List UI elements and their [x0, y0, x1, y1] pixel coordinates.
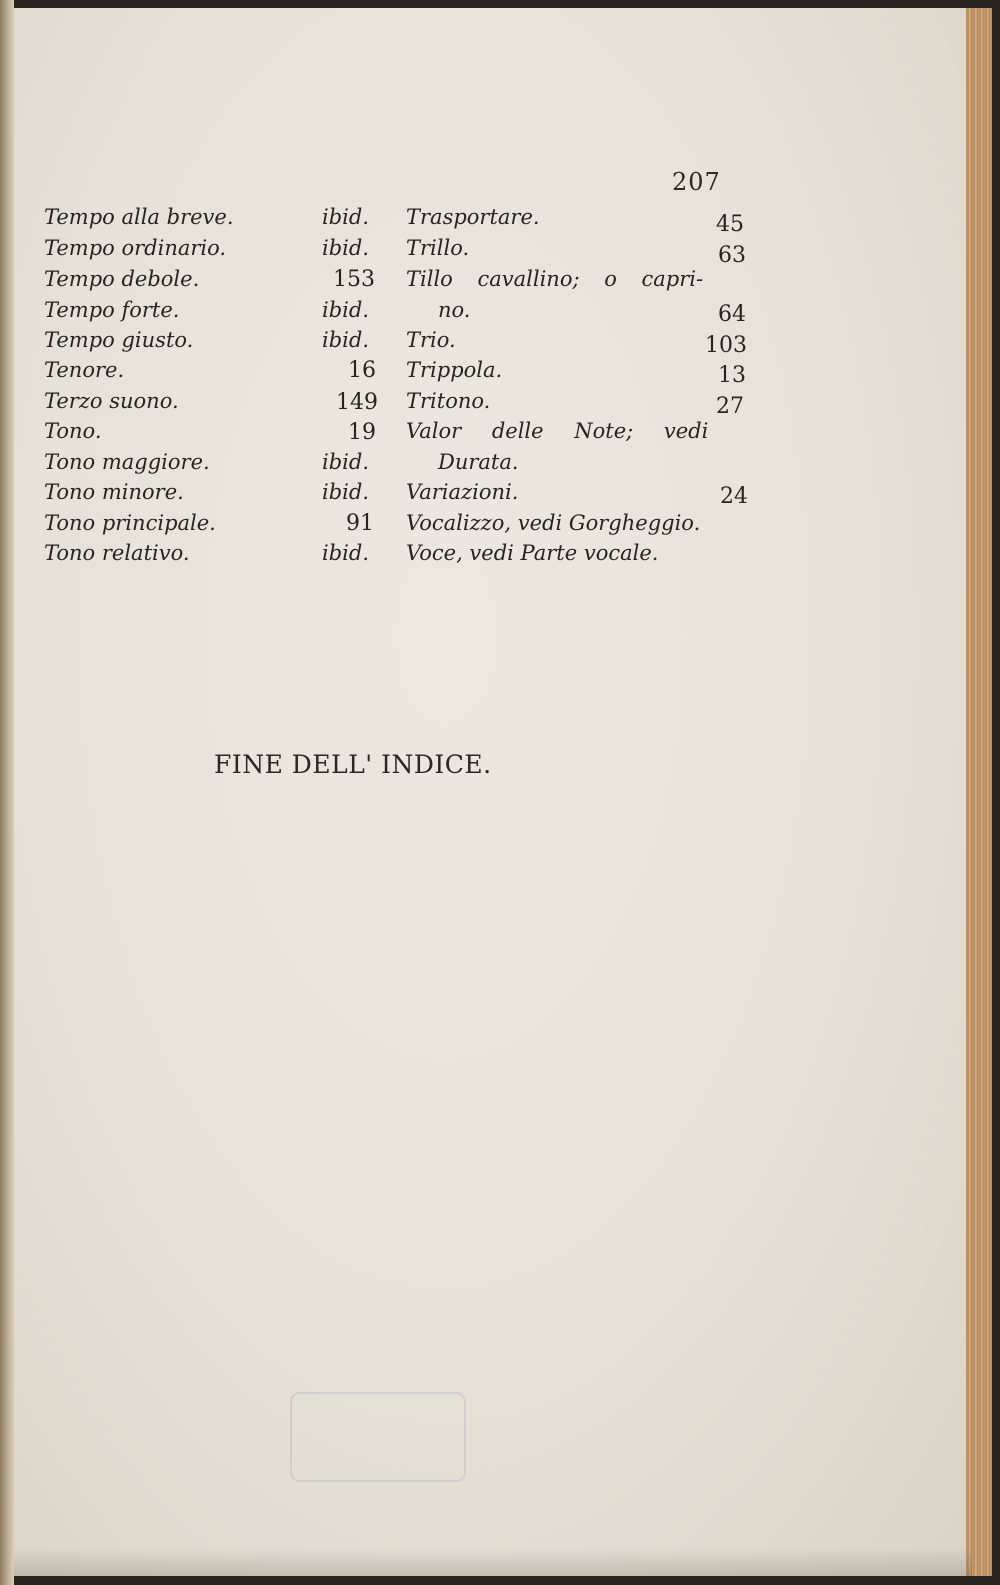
index-entry-page-ref: 45	[716, 212, 744, 237]
index-entry-term: Variazioni.	[406, 480, 519, 504]
index-entry-term: Trippola.	[406, 358, 503, 382]
index-entry-page-ref: 149	[336, 390, 378, 415]
index-entry-page-ref: ibid.	[322, 205, 369, 229]
index-entry-page-ref: 64	[718, 302, 746, 327]
index-entry-page-ref: 13	[718, 363, 746, 388]
index-entry-term: Tillo cavallino; o capri-	[406, 267, 704, 291]
index-entry-page-ref: 103	[705, 333, 747, 358]
index-entry-page-ref: 153	[333, 267, 375, 292]
index-entry-term: Valor delle Note; vedi	[406, 419, 709, 443]
index-entry-page-ref: 24	[720, 484, 748, 509]
index-entry-term: Tempo alla breve.	[44, 205, 234, 229]
index-entry-term: Tempo debole.	[44, 267, 200, 291]
index-entry-page-ref: 27	[716, 394, 744, 419]
index-entry-term: Tono.	[44, 419, 102, 443]
index-entry-term: Voce, vedi Parte vocale.	[406, 541, 659, 565]
index-entry-page-ref: 91	[346, 511, 374, 536]
index-entry-term: Trillo.	[406, 236, 470, 260]
index-entry-page-ref: ibid.	[322, 298, 369, 322]
index-entry-term: Tempo ordinario.	[44, 236, 227, 260]
index-entry-page-ref: ibid.	[322, 236, 369, 260]
faint-library-stamp	[290, 1392, 466, 1482]
previous-page-edge	[0, 0, 14, 1585]
index-entry-page-ref: 16	[348, 358, 376, 383]
index-entry-term: Tenore.	[44, 358, 125, 382]
index-entry-term: Durata.	[438, 450, 519, 474]
index-entry-term: Tono minore.	[44, 480, 184, 504]
page-stack-edge	[966, 8, 992, 1576]
index-entry-term: Vocalizzo, vedi Gorgheggio.	[406, 511, 701, 535]
index-entry-page-ref: 63	[718, 243, 746, 268]
index-entry-page-ref: ibid.	[322, 541, 369, 565]
index-entry-term: Tritono.	[406, 389, 491, 413]
index-entry-term: Tempo forte.	[44, 298, 180, 322]
index-entry-term: Trasportare.	[406, 205, 540, 229]
index-entry-term: Trio.	[406, 328, 456, 352]
index-entry-term: Terzo suono.	[44, 389, 179, 413]
index-entry-term: Tono principale.	[44, 511, 216, 535]
page-bottom-shadow	[14, 1548, 972, 1576]
index-entry-page-ref: ibid.	[322, 450, 369, 474]
closing-line: FINE DELL' INDICE.	[214, 750, 492, 779]
index-entry-term: Tempo giusto.	[44, 328, 194, 352]
index-entry-term: Tono relativo.	[44, 541, 190, 565]
index-entry-page-ref: ibid.	[322, 328, 369, 352]
index-entry-page-ref: 19	[348, 420, 376, 445]
page-number: 207	[672, 168, 721, 196]
index-entry-term: Tono maggiore.	[44, 450, 210, 474]
index-entry-page-ref: ibid.	[322, 480, 369, 504]
index-entry-term: no.	[438, 298, 471, 322]
